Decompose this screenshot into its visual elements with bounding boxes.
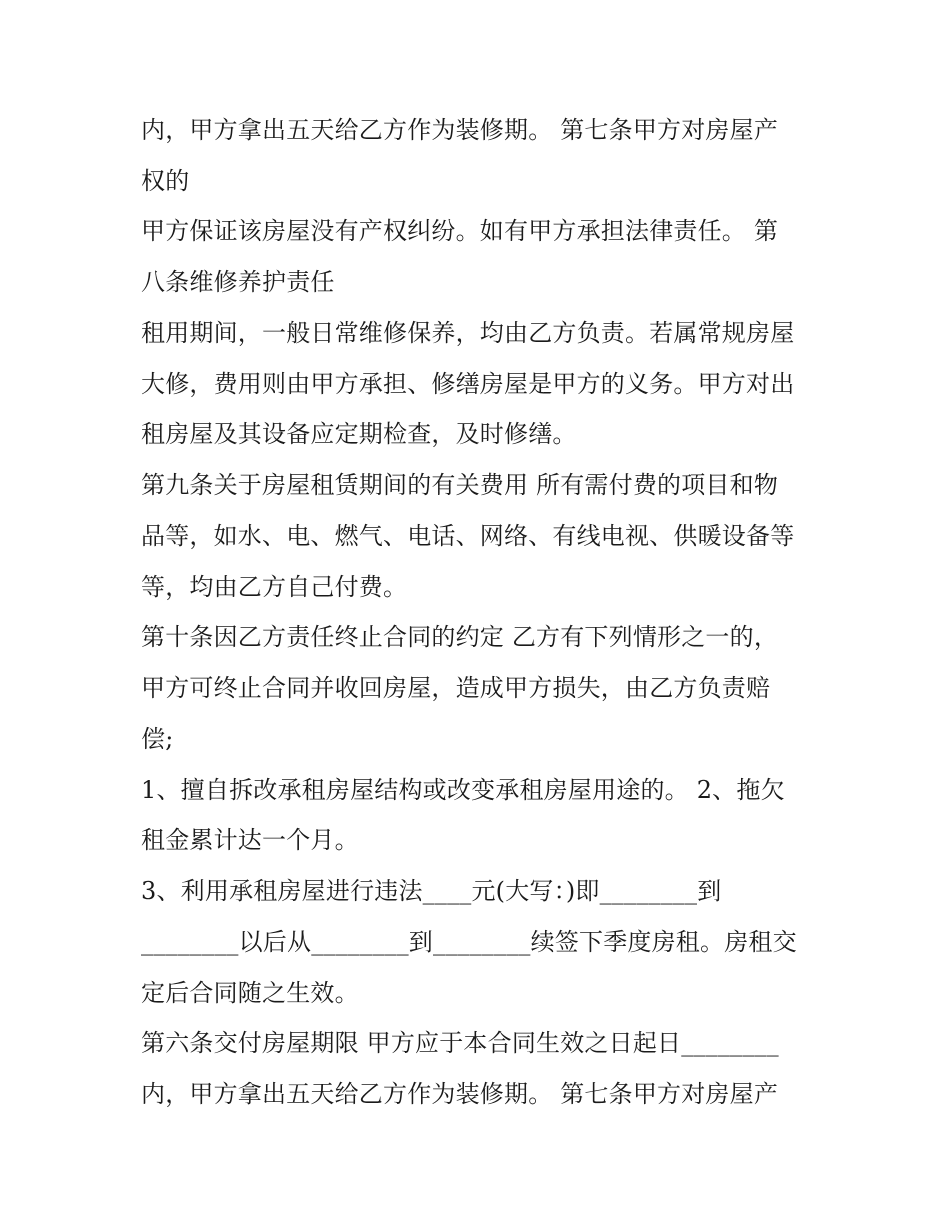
text-line: 甲方可终止合同并收回房屋，造成甲方损失，由乙方负责赔 — [141, 674, 771, 702]
text-line: 大修，费用则由甲方承担、修缮房屋是甲方的义务。甲方对出 — [141, 370, 795, 398]
text-line: 租房屋及其设备应定期检查，及时修缮。 — [141, 420, 577, 448]
text-line: 甲方保证该房屋没有产权纠纷。如有甲方承担法律责任。 第 — [141, 217, 779, 245]
text-line: 权的 — [141, 167, 190, 195]
text-line: 定后合同随之生效。 — [141, 979, 359, 1007]
text-line: 偿; — [141, 725, 174, 753]
text-line: 3、利用承租房屋进行违法____元(大写：)即________到 — [141, 877, 722, 905]
text-line: 第六条交付房屋期限 甲方应于本合同生效之日起日________ — [141, 1029, 779, 1057]
text-line: 内，甲方拿出五天给乙方作为装修期。 第七条甲方对房屋产 — [141, 116, 779, 144]
text-line: 八条维修养护责任 — [141, 268, 335, 296]
text-line: 内，甲方拿出五天给乙方作为装修期。 第七条甲方对房屋产 — [141, 1080, 779, 1108]
text-line: 租金累计达一个月。 — [141, 826, 359, 854]
text-line: 第十条因乙方责任终止合同的约定 乙方有下列情形之一的， — [141, 623, 779, 651]
text-line: 1、擅自拆改承租房屋结构或改变承租房屋用途的。 2、拖欠 — [141, 776, 785, 804]
text-line: 租用期间，一般日常维修保养，均由乙方负责。若属常规房屋 — [141, 319, 795, 347]
text-line: 品等，如水、电、燃气、电话、网络、有线电视、供暖设备等 — [141, 522, 795, 550]
text-line: 第九条关于房屋租赁期间的有关费用 所有需付费的项目和物 — [141, 471, 779, 499]
text-line: ________以后从________到________续签下季度房租。房租交 — [141, 928, 797, 956]
text-line: 等，均由乙方自己付费。 — [141, 573, 408, 601]
